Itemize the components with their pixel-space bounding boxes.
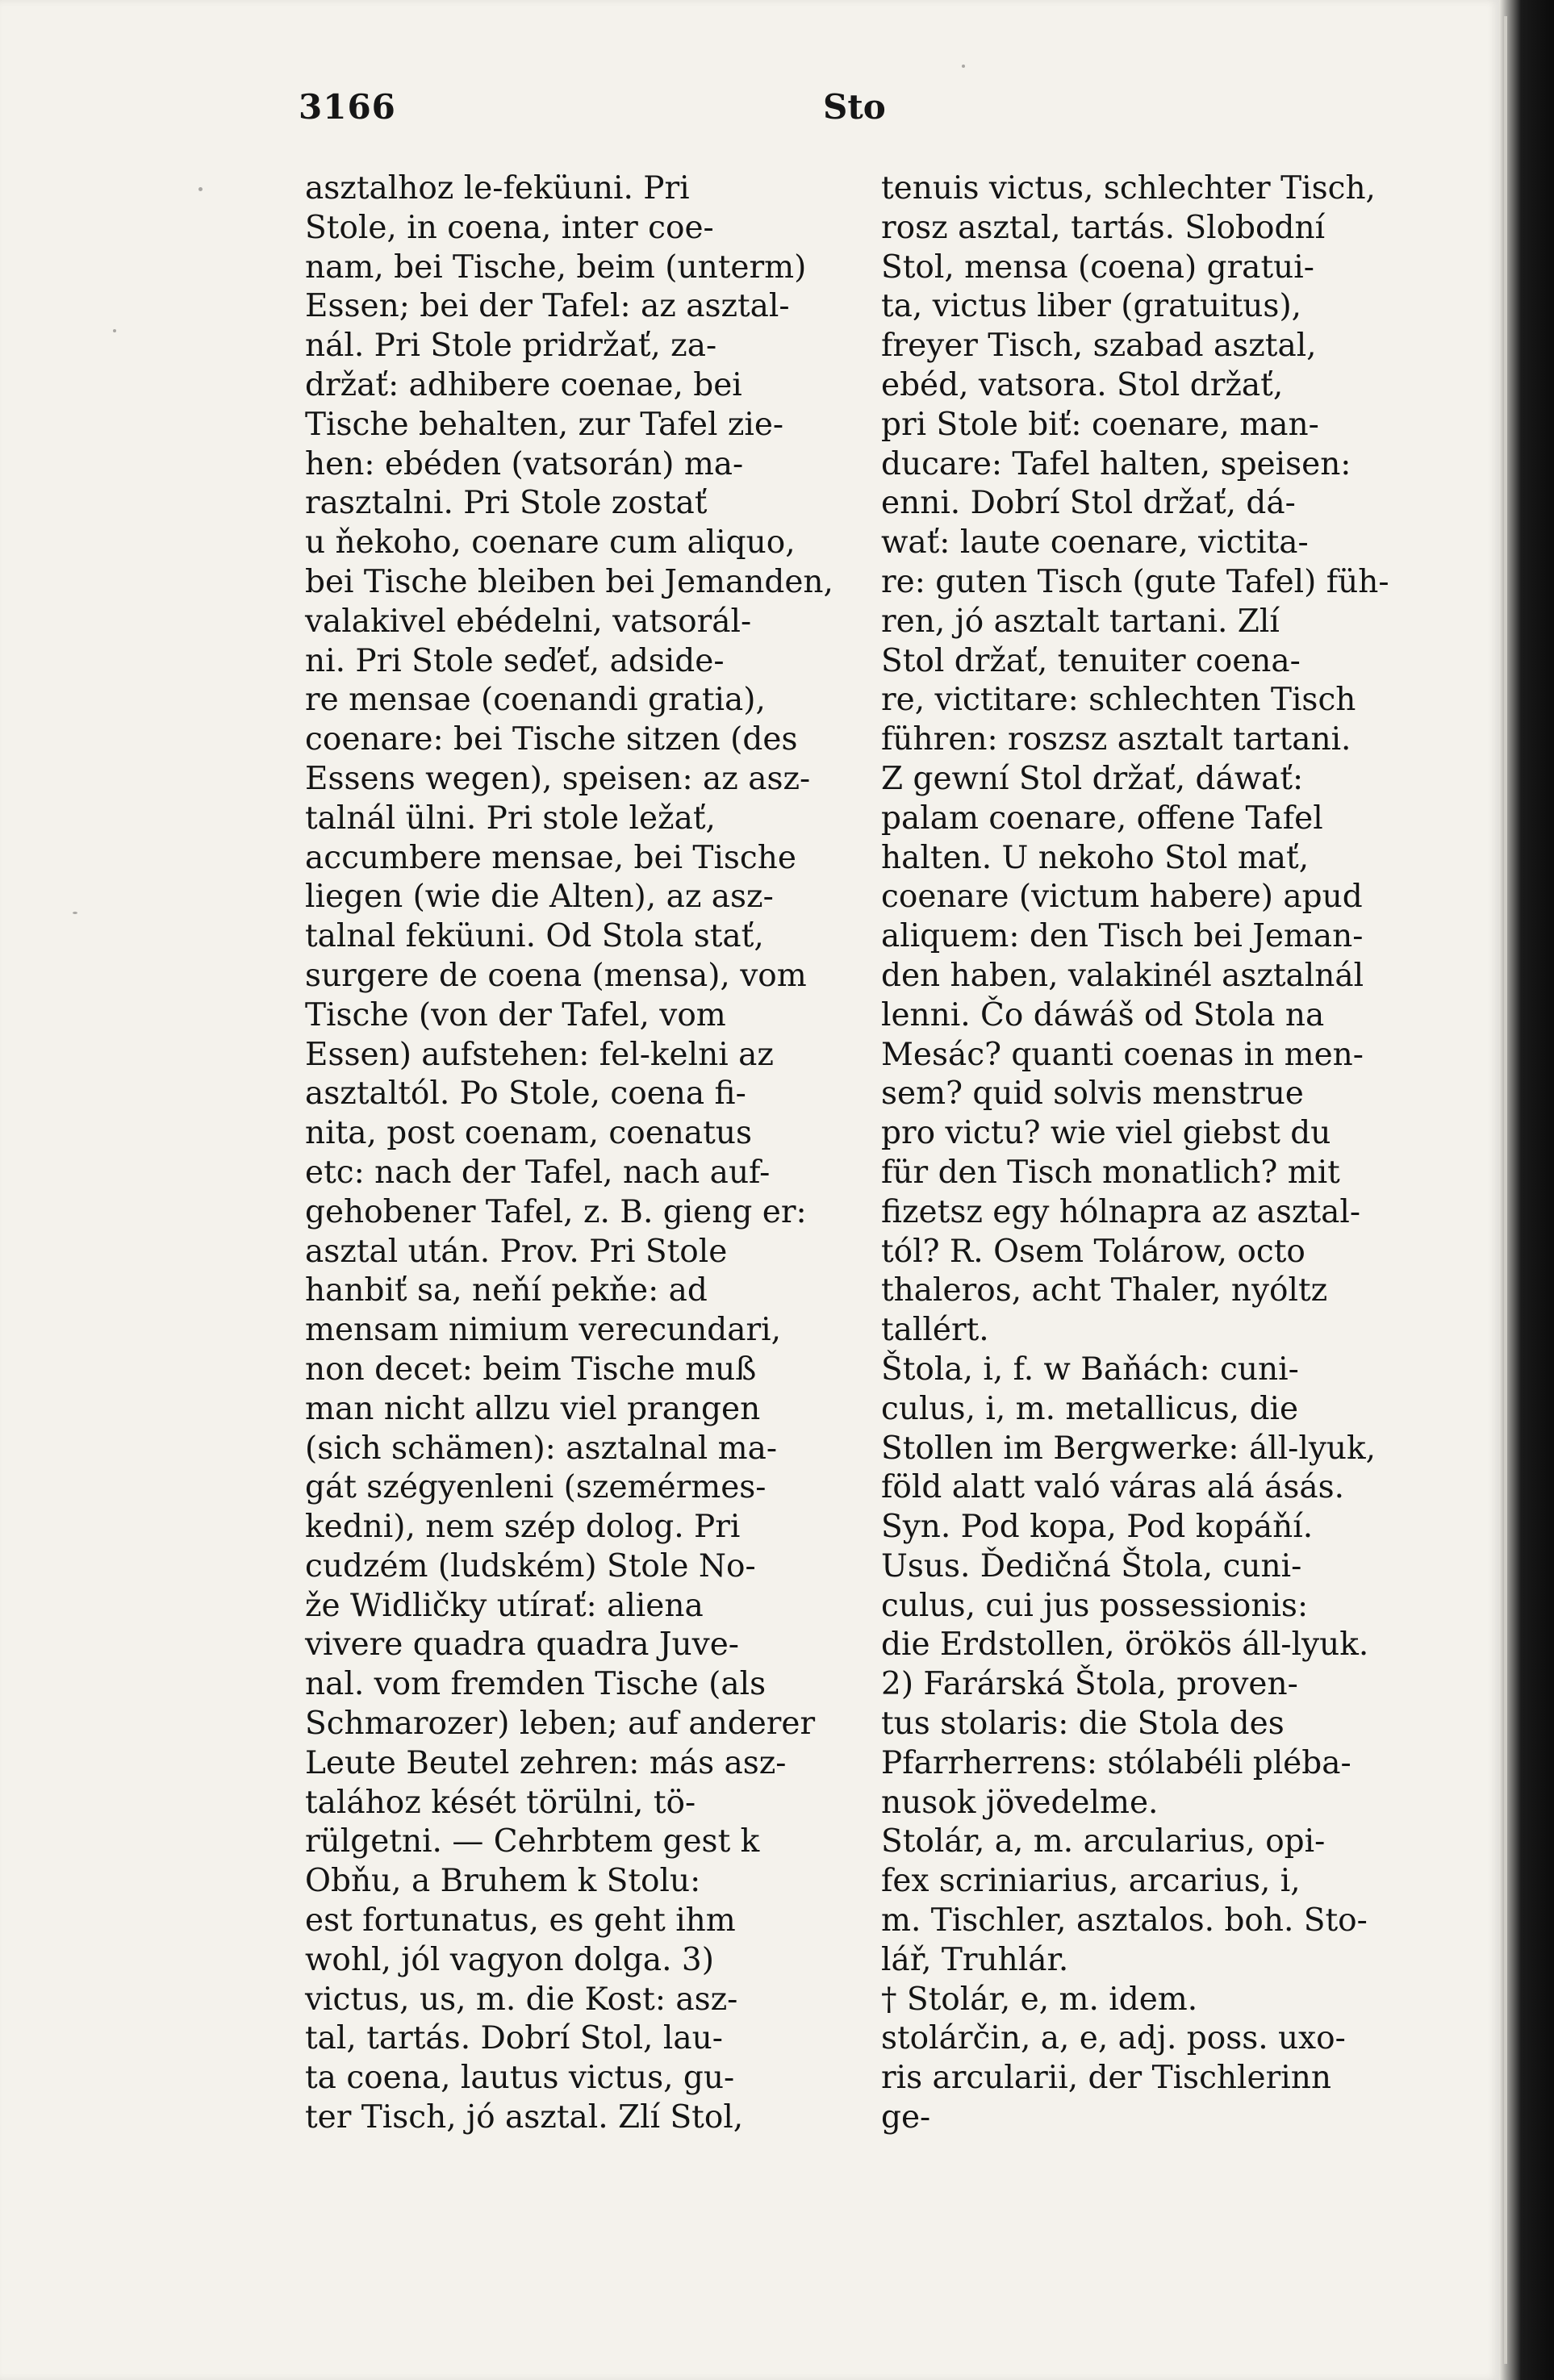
text-line: † Stolár, e, m. idem. <box>881 1981 1198 2018</box>
text-line: talnal feküuni. Od Stola stať, <box>305 918 764 955</box>
text-line: Leute Beutel zehren: más asz- <box>305 1744 787 1781</box>
text-line: etc: nach der Tafel, nach auf- <box>305 1154 771 1191</box>
text-line: Štola, i, f. w Baňách: cuni- <box>881 1351 1299 1388</box>
text-line: Usus. Ďedičná Štola, cuni- <box>881 1547 1302 1585</box>
text-line: Schmarozer) leben; auf anderer <box>305 1706 816 1743</box>
text-line: rülgetni. — Cehrbtem gest k <box>305 1823 760 1860</box>
text-line: nita, post coenam, coenatus <box>305 1115 752 1152</box>
text-line: ris arcularii, der Tischlerinn <box>881 2060 1331 2097</box>
text-line: Pfarrherrens: stólabéli pléba- <box>881 1744 1351 1781</box>
page-edge-stripe <box>1504 16 1507 2364</box>
text-line: man nicht allzu viel prangen <box>305 1390 761 1427</box>
text-line: Stolár, a, m. arcularius, opi- <box>881 1823 1326 1860</box>
text-line: re: guten Tisch (gute Tafel) füh- <box>881 563 1389 600</box>
text-line: freyer Tisch, szabad asztal, <box>881 328 1317 365</box>
text-line: gehobener Tafel, z. B. gieng er: <box>305 1193 807 1230</box>
text-line: (sich schämen): asztalnal ma- <box>305 1430 778 1467</box>
text-line: ni. Pri Stole seďeť, adside- <box>305 642 725 679</box>
text-line: ge- <box>881 2099 931 2136</box>
text-line: Essen) aufstehen: fel-kelni az <box>305 1036 774 1073</box>
text-line: vivere quadra quadra Juve- <box>305 1626 739 1664</box>
text-line: valakivel ebédelni, vatsorál- <box>305 603 752 640</box>
text-line: talnál ülni. Pri stole ležať, <box>305 800 716 837</box>
text-line: coenare (victum habere) apud <box>881 879 1363 916</box>
text-line: est fortunatus, es geht ihm <box>305 1902 736 1939</box>
text-line: wohl, jól vagyon dolga. 3) <box>305 1941 714 1978</box>
paper-speck <box>1307 1839 1310 1842</box>
text-line: culus, i, m. metallicus, die <box>881 1390 1299 1427</box>
text-line: lenni. Čo dáwáš od Stola na <box>881 996 1325 1033</box>
page-number: 3166 <box>299 87 396 127</box>
text-line: tal, tartás. Dobrí Stol, lau- <box>305 2020 723 2057</box>
text-line: fizetsz egy hólnapra az asztal- <box>881 1193 1361 1230</box>
text-line: tenuis victus, schlechter Tisch, <box>881 170 1376 207</box>
text-line: die Erdstollen, örökös áll-lyuk. <box>881 1626 1369 1664</box>
text-line: wať: laute coenare, victita- <box>881 524 1309 562</box>
text-line: ren, jó asztalt tartani. Zlí <box>881 603 1280 640</box>
text-line: führen: roszsz asztalt tartani. <box>881 721 1351 758</box>
text-line: nál. Pri Stole pridržať, za- <box>305 328 717 365</box>
text-line: pro victu? wie viel giebst du <box>881 1115 1331 1152</box>
text-line: surgere de coena (mensa), vom <box>305 957 807 994</box>
text-line: m. Tischler, asztalos. boh. Sto- <box>881 1902 1368 1939</box>
text-line: aliquem: den Tisch bei Jeman- <box>881 918 1364 955</box>
text-line: den haben, valakinél asztalnál <box>881 957 1364 994</box>
text-line: Z gewní Stol držať, dáwať: <box>881 760 1304 797</box>
text-line: stolárčin, a, e, adj. poss. uxo- <box>881 2020 1346 2057</box>
text-line: nusok jövedelme. <box>881 1784 1159 1821</box>
text-line: re mensae (coenandi gratia), <box>305 682 766 719</box>
text-line: tus stolaris: die Stola des <box>881 1706 1285 1743</box>
text-line: tól? R. Osem Tolárow, octo <box>881 1233 1305 1270</box>
text-line: palam coenare, offene Tafel <box>881 800 1323 837</box>
text-line: ta, victus liber (gratuitus), <box>881 288 1302 325</box>
text-line: Syn. Pod kopa, Pod kopáňí. <box>881 1509 1314 1546</box>
text-line: rosz asztal, tartás. Slobodní <box>881 209 1326 246</box>
text-line: victus, us, m. die Kost: asz- <box>305 1981 738 2018</box>
text-line: asztaltól. Po Stole, coena fi- <box>305 1075 746 1113</box>
text-line: Mesác? quanti coenas in men- <box>881 1036 1364 1073</box>
text-line: Stollen im Bergwerke: áll-lyuk, <box>881 1430 1376 1467</box>
text-line: kedni), nem szép dolog. Pri <box>305 1509 741 1546</box>
text-line: nal. vom fremden Tische (als <box>305 1666 767 1703</box>
text-line: fex scriniarius, arcarius, i, <box>881 1863 1301 1900</box>
text-line: držať: adhibere coenae, bei <box>305 366 742 403</box>
text-line: ebéd, vatsora. Stol držať, <box>881 366 1284 403</box>
text-line: talához kését törülni, tö- <box>305 1784 696 1821</box>
text-line: Stol držať, tenuiter coena- <box>881 642 1301 679</box>
paper-speck <box>962 65 965 68</box>
text-line: accumbere mensae, bei Tische <box>305 839 796 876</box>
text-line: enni. Dobrí Stol držať, dá- <box>881 485 1296 522</box>
text-line: ta coena, lautus victus, gu- <box>305 2060 735 2097</box>
text-line: für den Tisch monatlich? mit <box>881 1154 1340 1191</box>
text-line: thaleros, acht Thaler, nyóltz <box>881 1272 1328 1309</box>
text-line: mensam nimium verecundari, <box>305 1312 782 1349</box>
text-line: u ňekoho, coenare cum aliquo, <box>305 524 796 562</box>
text-line: Tische behalten, zur Tafel zie- <box>305 406 784 443</box>
text-line: 2) Farárská Štola, proven- <box>881 1666 1298 1703</box>
running-head <box>299 87 1460 136</box>
text-line: tallért. <box>881 1312 989 1349</box>
text-line: že Widličky utírať: aliena <box>305 1587 704 1624</box>
text-line: ducare: Tafel halten, speisen: <box>881 445 1351 482</box>
text-line: lář, Truhlár. <box>881 1941 1069 1978</box>
text-line: nam, bei Tische, beim (unterm) <box>305 248 807 286</box>
paper-speck <box>73 912 77 914</box>
paper-speck <box>198 187 203 191</box>
text-line: coenare: bei Tische sitzen (des <box>305 721 798 758</box>
text-line: Essens wegen), speisen: az asz- <box>305 760 811 797</box>
text-line: asztal után. Prov. Pri Stole <box>305 1233 728 1270</box>
paper-speck <box>113 329 116 332</box>
text-line: Essen; bei der Tafel: az asztal- <box>305 288 790 325</box>
text-line: Obňu, a Bruhem k Stolu: <box>305 1863 701 1900</box>
left-column <box>305 169 854 2138</box>
text-line: ter Tisch, jó asztal. Zlí Stol, <box>305 2099 744 2136</box>
text-line: halten. U nekoho Stol mať, <box>881 839 1310 876</box>
text-line: föld alatt való váras alá ásás. <box>881 1469 1344 1506</box>
text-line: Stole, in coena, inter coe- <box>305 209 714 246</box>
text-line: asztalhoz le-feküuni. Pri <box>305 170 690 207</box>
text-line: Tische (von der Tafel, vom <box>305 996 726 1033</box>
head-word: Sto <box>823 87 886 127</box>
text-line: sem? quid solvis menstrue <box>881 1075 1304 1113</box>
text-line: hanbiť sa, neňí pekňe: ad <box>305 1272 708 1309</box>
text-line: hen: ebéden (vatsorán) ma- <box>305 445 744 482</box>
text-line: liegen (wie die Alten), az asz- <box>305 879 774 916</box>
right-column <box>881 169 1478 2138</box>
text-line: Stol, mensa (coena) gratui- <box>881 248 1314 286</box>
text-line: non decet: beim Tische muß <box>305 1351 757 1388</box>
text-line: gát szégyenleni (szemérmes- <box>305 1469 767 1506</box>
text-line: cudzém (ludském) Stole No- <box>305 1547 756 1585</box>
text-line: re, victitare: schlechten Tisch <box>881 682 1356 719</box>
page-edge-shadow <box>1499 0 1554 2380</box>
text-line: rasztalni. Pri Stole zostať <box>305 485 708 522</box>
text-line: pri Stole biť: coenare, man- <box>881 406 1319 443</box>
text-line: culus, cui jus possessionis: <box>881 1587 1309 1624</box>
text-line: bei Tische bleiben bei Jemanden, <box>305 563 833 600</box>
